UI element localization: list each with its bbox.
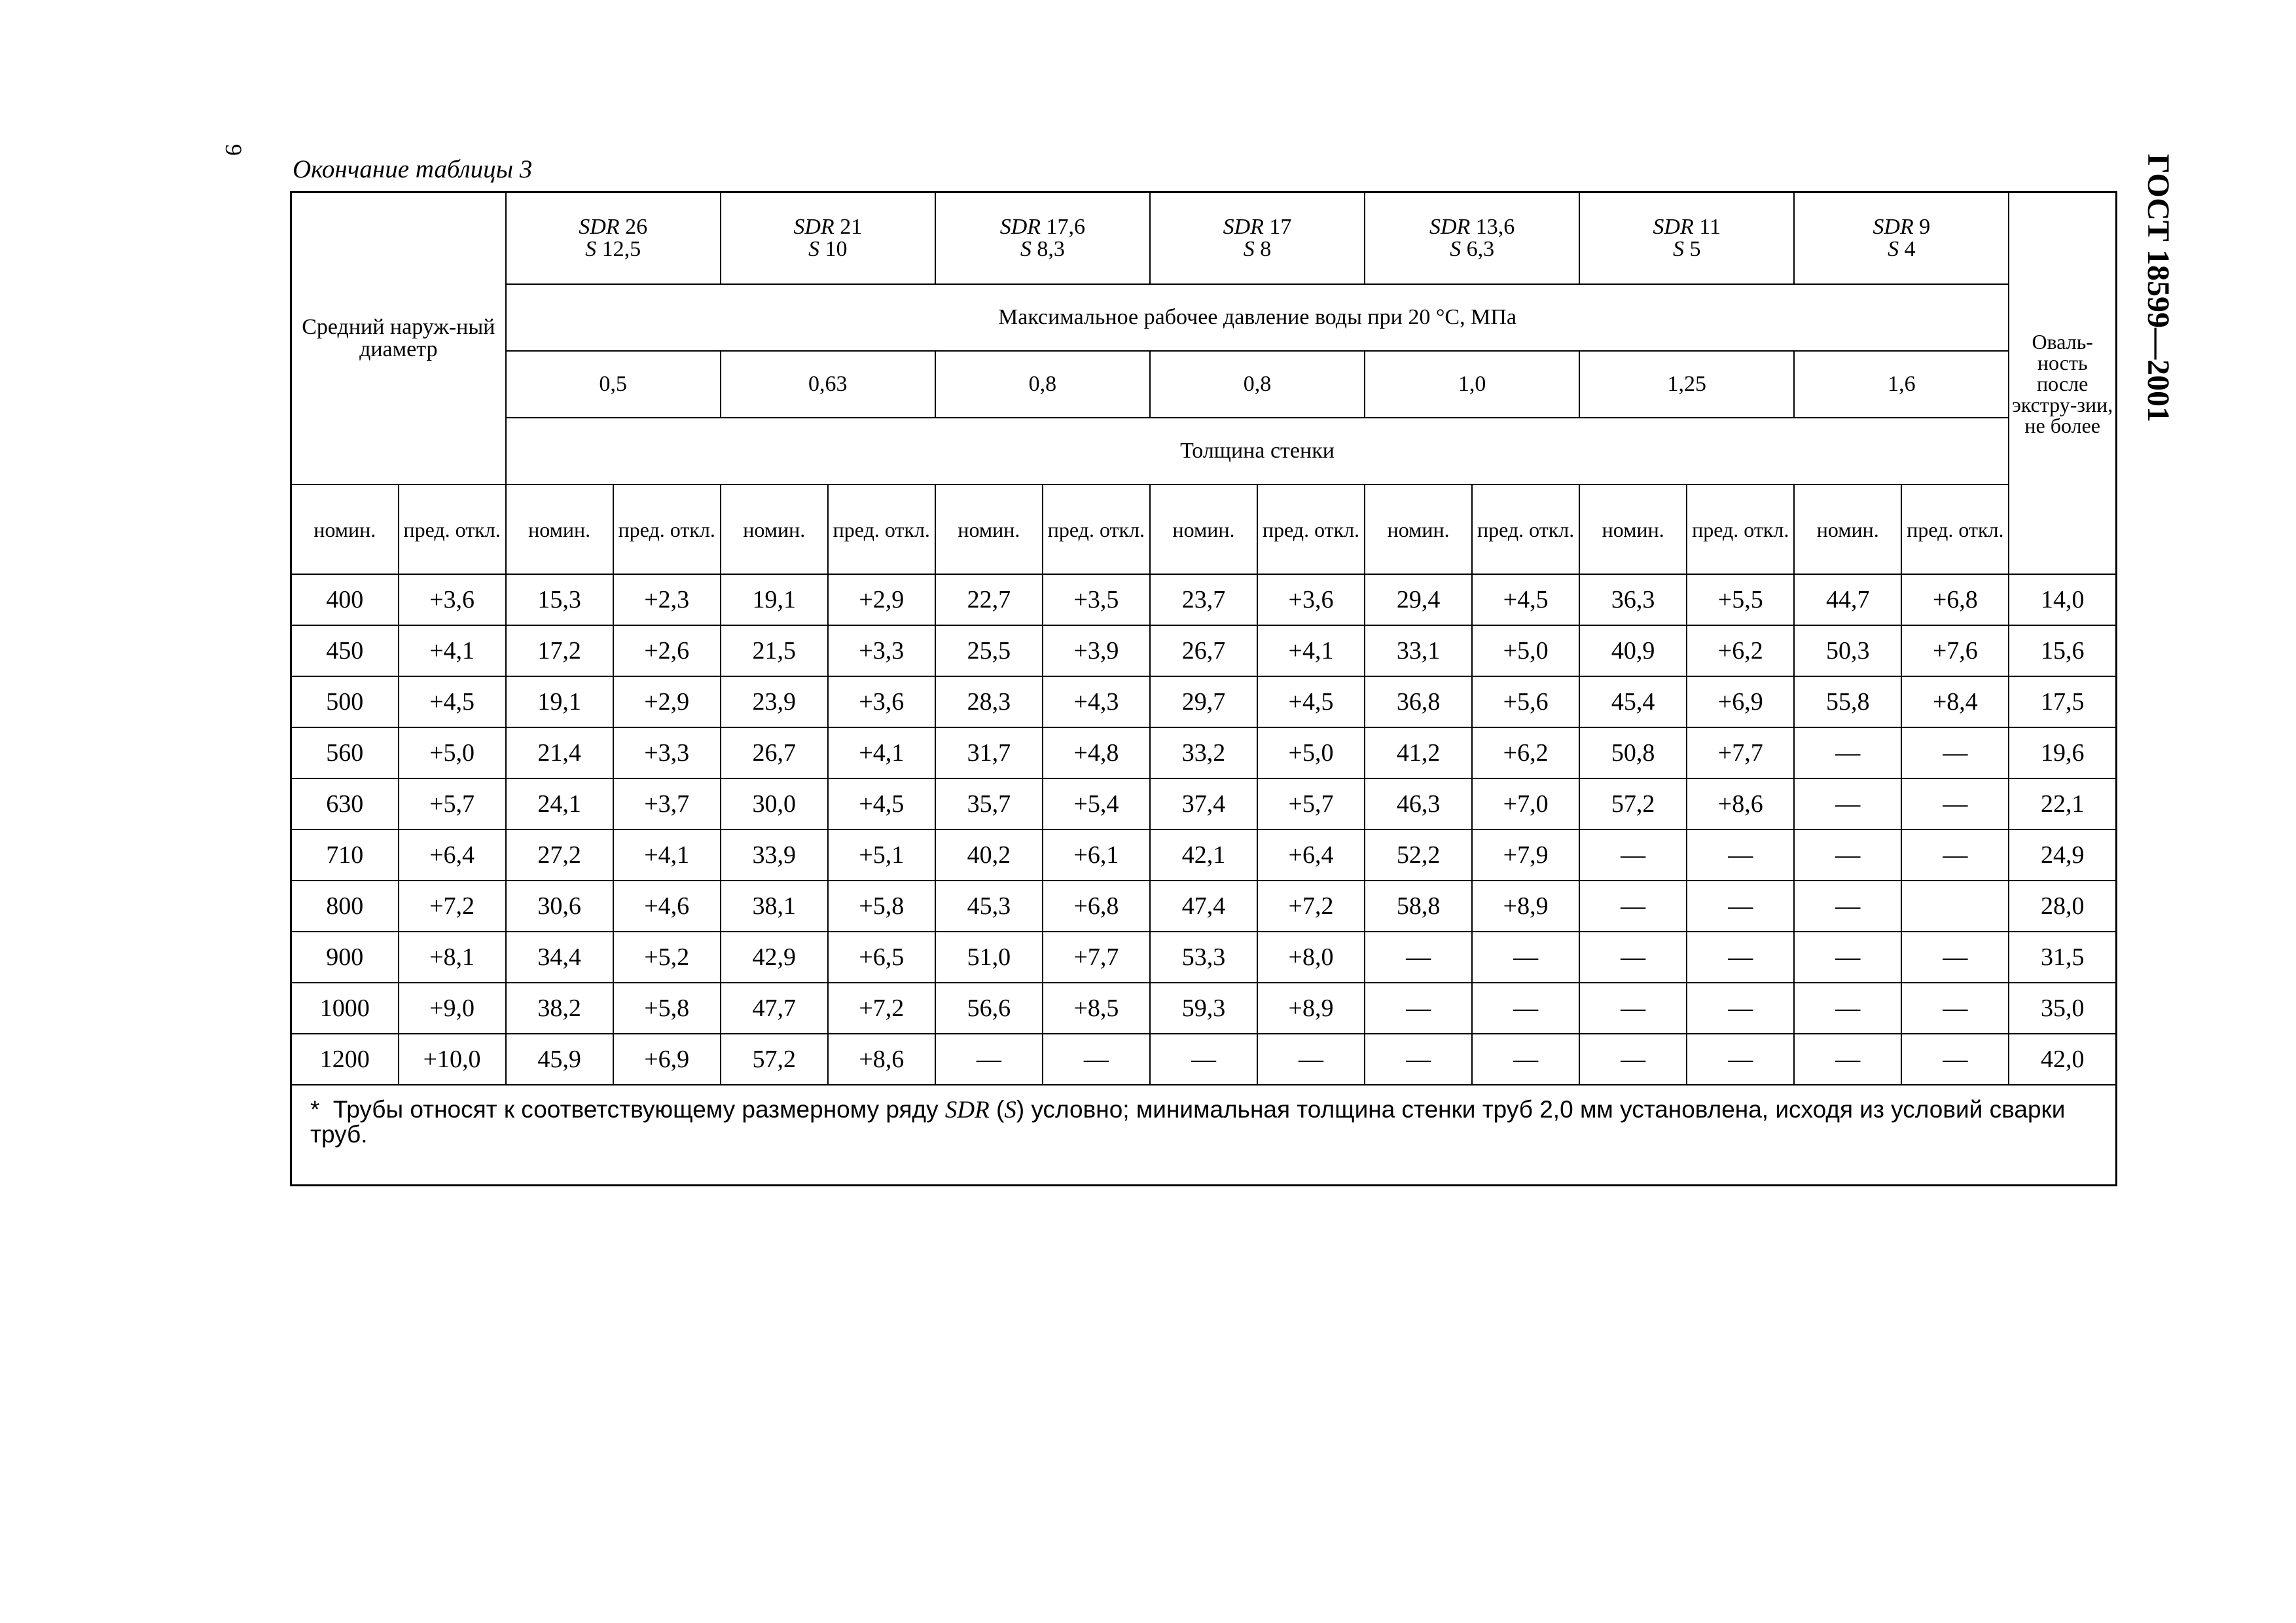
table-cell: — [1150, 1034, 1257, 1085]
sdr-value: 17 [1269, 215, 1292, 239]
footnote-close-paren: ) [1016, 1096, 1025, 1123]
header-nominal: номин. [1150, 484, 1257, 574]
table-cell: +3,9 [1043, 625, 1150, 676]
header-nominal: номин. [721, 484, 828, 574]
table-cell: +6,2 [1472, 727, 1579, 778]
header-deviation: пред. откл. [613, 484, 721, 574]
table-cell: +8,1 [399, 932, 506, 983]
s-label: S [1888, 237, 1899, 261]
sdr-line [721, 216, 935, 238]
s-label: S [808, 237, 820, 261]
header-deviation: пред. откл. [828, 484, 935, 574]
table-cell: +6,1 [1043, 830, 1150, 881]
table-cell: 15,6 [2009, 625, 2116, 676]
table-cell: 450 [291, 625, 399, 676]
table-cell: 35,7 [935, 778, 1043, 830]
sdr-label: SDR [1873, 215, 1914, 239]
table-cell: 34,4 [506, 932, 613, 983]
footnote-text-1: Трубы относят к соответствующему размерному ряду [332, 1096, 939, 1123]
table-cell: 50,8 [1579, 727, 1687, 778]
s-label: S [1243, 237, 1255, 261]
table-row [291, 727, 2117, 778]
table-cell: 24,9 [2009, 830, 2116, 881]
table-cell: +4,5 [828, 778, 935, 830]
table-cell: 19,6 [2009, 727, 2116, 778]
footnote [291, 1085, 2117, 1186]
table-cell: +3,6 [828, 676, 935, 727]
table-row [291, 881, 2117, 932]
table-cell: 42,1 [1150, 830, 1257, 881]
sdr-value: 13,6 [1475, 215, 1515, 239]
s-line [1795, 238, 2008, 261]
header-sdr-group [506, 192, 721, 285]
table-cell: 800 [291, 881, 399, 932]
s-line [1365, 238, 1579, 261]
table-cell: 23,7 [1150, 574, 1257, 625]
table-cell: +4,1 [828, 727, 935, 778]
table-cell: — [1901, 983, 2009, 1034]
table-cell: — [1365, 932, 1472, 983]
s-line [1580, 238, 1793, 261]
table-cell: +10,0 [399, 1034, 506, 1085]
table-cell [1901, 881, 2009, 932]
table-cell: 28,0 [2009, 881, 2116, 932]
table-cell: 22,7 [935, 574, 1043, 625]
sdr-line [936, 216, 1149, 238]
table-cell: +4,5 [1257, 676, 1365, 727]
header-sdr-group [935, 192, 1150, 285]
table-cell: 33,2 [1150, 727, 1257, 778]
s-value: 8,3 [1037, 237, 1065, 261]
table-cell: 23,9 [721, 676, 828, 727]
table-cell: — [1579, 830, 1687, 881]
s-line [721, 238, 935, 261]
table-cell: 36,3 [1579, 574, 1687, 625]
table-cell: 22,1 [2009, 778, 2116, 830]
header-deviation: пред. откл. [1901, 484, 2009, 574]
table-row [291, 932, 2117, 983]
header-deviation: пред. откл. [1687, 484, 1794, 574]
table-cell: 40,2 [935, 830, 1043, 881]
table-cell: 44,7 [1794, 574, 1901, 625]
table-cell: — [1687, 830, 1794, 881]
table-cell: 56,6 [935, 983, 1043, 1034]
table-cell: +8,6 [828, 1034, 935, 1085]
table-cell: +7,0 [1472, 778, 1579, 830]
s-line [1151, 238, 1364, 261]
table-cell: 26,7 [1150, 625, 1257, 676]
table-cell: — [1687, 881, 1794, 932]
table-row [291, 1034, 2117, 1085]
table-cell: 42,0 [2009, 1034, 2116, 1085]
table-row [291, 983, 2117, 1034]
header-row-sub [291, 484, 2117, 574]
table-cell: 55,8 [1794, 676, 1901, 727]
header-sdr-group [1365, 192, 1579, 285]
table-cell: 41,2 [1365, 727, 1472, 778]
table-cell: 14,0 [2009, 574, 2116, 625]
table-cell: — [1365, 1034, 1472, 1085]
table-cell: +5,4 [1043, 778, 1150, 830]
header-wall-title: Толщина стенки [506, 418, 2009, 484]
table-cell: 630 [291, 778, 399, 830]
table-cell: — [1579, 983, 1687, 1034]
sdr-label: SDR [1653, 215, 1694, 239]
header-sdr-group [721, 192, 935, 285]
table-cell: 17,5 [2009, 676, 2116, 727]
table-cell: — [935, 1034, 1043, 1085]
table-cell: 53,3 [1150, 932, 1257, 983]
table-cell: — [1687, 932, 1794, 983]
header-sdr-group [1579, 192, 1794, 285]
table-cell: +6,4 [1257, 830, 1365, 881]
table-cell: — [1794, 932, 1901, 983]
table-cell: 42,9 [721, 932, 828, 983]
header-nominal: номин. [1579, 484, 1687, 574]
table-cell: 36,8 [1365, 676, 1472, 727]
table-cell: 57,2 [721, 1034, 828, 1085]
table-header [291, 192, 2117, 575]
table-cell: 51,0 [935, 932, 1043, 983]
gost-standard-label: ГОСТ 18599—2001 [2141, 154, 2176, 422]
table-row [291, 574, 2117, 625]
table-cell: +4,5 [1472, 574, 1579, 625]
header-pressure-value: 0,8 [935, 351, 1150, 418]
header-row-pressure [291, 351, 2117, 418]
table-cell: +6,8 [1901, 574, 2009, 625]
table-caption: Окончание таблицы 3 [293, 155, 533, 183]
table-cell: +7,9 [1472, 830, 1579, 881]
s-value: 4 [1904, 237, 1916, 261]
table-cell: +4,1 [399, 625, 506, 676]
table-cell: 37,4 [1150, 778, 1257, 830]
table-cell: — [1794, 881, 1901, 932]
s-value: 12,5 [601, 237, 641, 261]
sdr-label: SDR [1429, 215, 1471, 239]
table-cell: 31,5 [2009, 932, 2116, 983]
table-cell: 58,8 [1365, 881, 1472, 932]
table-cell: — [1472, 983, 1579, 1034]
table-cell: — [1687, 1034, 1794, 1085]
s-line [936, 238, 1149, 261]
table-cell: +5,0 [1472, 625, 1579, 676]
header-row-sdr [291, 192, 2117, 285]
table-cell: — [1472, 932, 1579, 983]
table-cell: — [1794, 727, 1901, 778]
table-cell: 33,1 [1365, 625, 1472, 676]
header-nominal: номин. [1794, 484, 1901, 574]
table-cell: +4,1 [1257, 625, 1365, 676]
table-cell: +7,2 [399, 881, 506, 932]
table-cell: 45,4 [1579, 676, 1687, 727]
table-cell: 28,3 [935, 676, 1043, 727]
table-cell: +8,9 [1472, 881, 1579, 932]
table-cell: 19,1 [721, 574, 828, 625]
table-cell: +3,6 [399, 574, 506, 625]
header-deviation: пред. откл. [1043, 484, 1150, 574]
table-cell: +3,7 [613, 778, 721, 830]
table-cell: 29,7 [1150, 676, 1257, 727]
sdr-line [1580, 216, 1793, 238]
table-cell: +5,1 [828, 830, 935, 881]
table-cell: +6,9 [1687, 676, 1794, 727]
page-number: 9 [221, 144, 247, 156]
table-cell: 57,2 [1579, 778, 1687, 830]
table-body [291, 574, 2117, 1085]
header-pressure-title: Максимальное рабочее давление воды при 20 °C, МПа [506, 284, 2009, 351]
table-cell: 1200 [291, 1034, 399, 1085]
footnote-star: * [310, 1096, 320, 1123]
table-cell: 29,4 [1365, 574, 1472, 625]
table-cell: +6,9 [613, 1034, 721, 1085]
table-cell: 40,9 [1579, 625, 1687, 676]
table-cell: +4,3 [1043, 676, 1150, 727]
header-row-wall [291, 418, 2117, 484]
s-value: 8 [1260, 237, 1272, 261]
sdr-value: 21 [840, 215, 863, 239]
table-cell: — [1901, 727, 2009, 778]
table-cell: 25,5 [935, 625, 1043, 676]
s-line [507, 238, 720, 261]
table-cell: — [1794, 830, 1901, 881]
sdr-value: 17,6 [1046, 215, 1086, 239]
table-cell: +3,3 [828, 625, 935, 676]
table-cell: 400 [291, 574, 399, 625]
header-nominal: номин. [291, 484, 399, 574]
table-cell: +8,5 [1043, 983, 1150, 1034]
table-cell: 52,2 [1365, 830, 1472, 881]
table-cell: +7,2 [828, 983, 935, 1034]
table-cell: — [1579, 932, 1687, 983]
header-nominal: номин. [1365, 484, 1472, 574]
table-cell: +7,6 [1901, 625, 2009, 676]
table-cell: 30,6 [506, 881, 613, 932]
table-cell: +5,7 [399, 778, 506, 830]
pipe-dimensions-table [290, 191, 2117, 1186]
table-cell: +5,0 [399, 727, 506, 778]
table-cell: +5,7 [1257, 778, 1365, 830]
sdr-label: SDR [1223, 215, 1264, 239]
header-pressure-value: 0,63 [721, 351, 935, 418]
table-cell: +6,8 [1043, 881, 1150, 932]
table-cell: +8,9 [1257, 983, 1365, 1034]
table-cell: 19,1 [506, 676, 613, 727]
table-cell: 45,9 [506, 1034, 613, 1085]
table-cell: 24,1 [506, 778, 613, 830]
table-cell: — [1472, 1034, 1579, 1085]
table-row [291, 625, 2117, 676]
table-cell: 47,7 [721, 983, 828, 1034]
table-row [291, 778, 2117, 830]
s-label: S [1672, 237, 1684, 261]
table-cell: +2,6 [613, 625, 721, 676]
header-nominal: номин. [935, 484, 1043, 574]
table-cell: +7,7 [1687, 727, 1794, 778]
table-cell: +6,5 [828, 932, 935, 983]
table-cell: +5,8 [828, 881, 935, 932]
table-cell: 50,3 [1794, 625, 1901, 676]
table-cell: +6,2 [1687, 625, 1794, 676]
sdr-line [507, 216, 720, 238]
table-cell: 45,3 [935, 881, 1043, 932]
table-cell: 47,4 [1150, 881, 1257, 932]
table-cell: 17,2 [506, 625, 613, 676]
sdr-line [1151, 216, 1364, 238]
footnote-row [291, 1085, 2117, 1186]
table-cell: 59,3 [1150, 983, 1257, 1034]
table-cell: 710 [291, 830, 399, 881]
table-cell: +2,3 [613, 574, 721, 625]
footnote-text-2: условно; минимальная толщина стенки труб 2,0 мм установлена, исходя из условий сварки труб. [310, 1096, 2066, 1148]
table-cell: — [1579, 1034, 1687, 1085]
table-cell: +5,2 [613, 932, 721, 983]
header-deviation: пред. откл. [1472, 484, 1579, 574]
header-pressure-value: 0,8 [1150, 351, 1365, 418]
table-cell: +6,4 [399, 830, 506, 881]
header-pressure-value: 1,0 [1365, 351, 1579, 418]
table-cell: — [1794, 983, 1901, 1034]
table-cell: +4,1 [613, 830, 721, 881]
table-cell: +4,8 [1043, 727, 1150, 778]
header-nominal: номин. [506, 484, 613, 574]
table-cell: — [1257, 1034, 1365, 1085]
header-pressure-value: 0,5 [506, 351, 721, 418]
sdr-label: SDR [579, 215, 620, 239]
sdr-label: SDR [999, 215, 1041, 239]
header-row-pressure-title [291, 284, 2117, 351]
sdr-label: SDR [793, 215, 834, 239]
header-ovality: Оваль-ность после экстру-зии, не более [2009, 192, 2116, 575]
table-cell: 21,4 [506, 727, 613, 778]
table-row [291, 676, 2117, 727]
s-value: 10 [825, 237, 848, 261]
table-cell: — [1794, 778, 1901, 830]
table-cell: 27,2 [506, 830, 613, 881]
s-label: S [585, 237, 597, 261]
header-sdr-group [1150, 192, 1365, 285]
table-cell: — [1901, 778, 2009, 830]
s-value: 5 [1689, 237, 1701, 261]
table-cell: +4,6 [613, 881, 721, 932]
table-cell: — [1365, 983, 1472, 1034]
sdr-value: 11 [1699, 215, 1721, 239]
table-cell: +2,9 [613, 676, 721, 727]
table-cell: — [1043, 1034, 1150, 1085]
table-cell: 500 [291, 676, 399, 727]
footnote-s: S [1004, 1097, 1016, 1123]
table-cell: +2,9 [828, 574, 935, 625]
footnote-open-paren: ( [996, 1096, 1005, 1123]
table-cell: 33,9 [721, 830, 828, 881]
sdr-line [1795, 216, 2008, 238]
table-cell: 1000 [291, 983, 399, 1034]
table-cell: +7,2 [1257, 881, 1365, 932]
sdr-value: 26 [625, 215, 648, 239]
s-label: S [1450, 237, 1462, 261]
table-cell: +3,3 [613, 727, 721, 778]
table-cell: — [1901, 1034, 2009, 1085]
header-deviation: пред. откл. [1257, 484, 1365, 574]
table-cell: — [1794, 1034, 1901, 1085]
table-cell: — [1901, 932, 2009, 983]
table-cell: 46,3 [1365, 778, 1472, 830]
header-pressure-value: 1,6 [1794, 351, 2009, 418]
table-cell: +9,0 [399, 983, 506, 1034]
table-cell: +5,5 [1687, 574, 1794, 625]
s-label: S [1020, 237, 1031, 261]
table-cell: +5,6 [1472, 676, 1579, 727]
table-cell: +4,5 [399, 676, 506, 727]
table-cell: +5,0 [1257, 727, 1365, 778]
table-cell: +5,8 [613, 983, 721, 1034]
header-sdr-group [1794, 192, 2009, 285]
table-cell: +8,0 [1257, 932, 1365, 983]
header-diameter: Средний наруж-ный диаметр [291, 192, 506, 485]
table-cell: — [1579, 881, 1687, 932]
table-cell: +8,6 [1687, 778, 1794, 830]
sdr-line [1365, 216, 1579, 238]
table-cell: 560 [291, 727, 399, 778]
table-cell: 900 [291, 932, 399, 983]
table-cell: 38,1 [721, 881, 828, 932]
footnote-sdr: SDR [944, 1097, 990, 1123]
table-row [291, 830, 2117, 881]
sdr-value: 9 [1919, 215, 1931, 239]
header-deviation: пред. откл. [399, 484, 506, 574]
table-cell: 31,7 [935, 727, 1043, 778]
table-cell: +3,5 [1043, 574, 1150, 625]
table-cell: — [1901, 830, 2009, 881]
table-cell: — [1687, 983, 1794, 1034]
header-pressure-value: 1,25 [1579, 351, 1794, 418]
s-value: 6,3 [1466, 237, 1495, 261]
table-cell: 15,3 [506, 574, 613, 625]
table-cell: 38,2 [506, 983, 613, 1034]
table-cell: +3,6 [1257, 574, 1365, 625]
table-cell: 26,7 [721, 727, 828, 778]
table-cell: 21,5 [721, 625, 828, 676]
table-cell: 35,0 [2009, 983, 2116, 1034]
table-cell: 30,0 [721, 778, 828, 830]
table-cell: +8,4 [1901, 676, 2009, 727]
table-cell: +7,7 [1043, 932, 1150, 983]
